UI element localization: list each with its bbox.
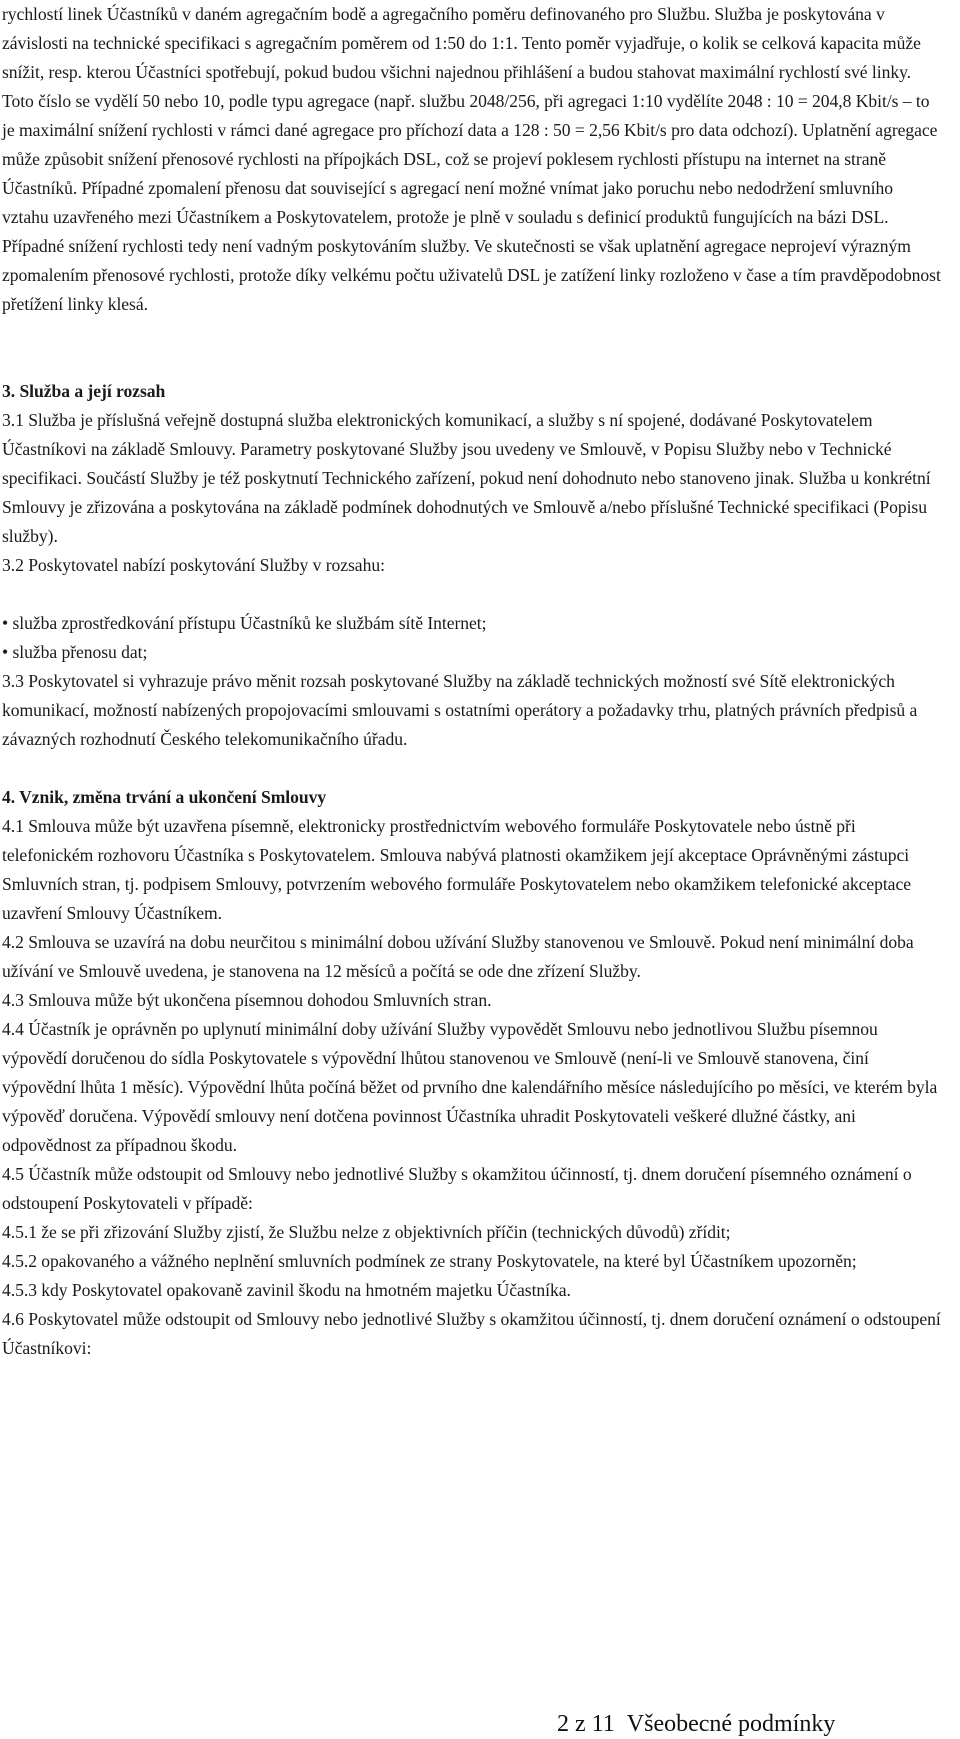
spacer [2,580,942,609]
document-body [2,0,942,1363]
section-4-5-1-paragraph: 4.5.1 že se při zřizování Služby zjistí, že Službu nelze z objektivních příčin (technických důvodů) zřídit; [2,1222,731,1242]
spacer [2,319,942,377]
document-title: Všeobecné podmínky [626,1711,836,1737]
bullet-item-data: • služba přenosu dat; [2,642,148,662]
section-3-heading: 3. Služba a její rozsah [2,381,166,401]
section-3-1-paragraph: 3.1 Služba je příslušná veřejně dostupná služba elektronických komunikací, a služby s ní spojené, dodávané Poskytovatelem Účastníkovi na základě Smlouvy. Parametry poskytované Služby jsou uvedeny ve Smlouvě, v Popisu Služby nebo v Technické specifikaci. Součástí Služby je též poskytnutí Technického zařízení, pokud není dohodnuto nebo stanoveno jinak. Služba u konkrétní Smlouvy je zřizována a poskytována na základě podmínek dohodnutých ve Smlouvě a/nebo příslušné Technické specifikaci (Popisu služby). [2,410,931,546]
section-3-3-paragraph: 3.3 Poskytovatel si vyhrazuje právo měnit rozsah poskytované Služby na základě technických možností své Sítě elektronických komunikací, možností nabízených propojovacími smlouvami s ostatními operátory a požadavky trhu, platných právních předpisů a závazných rozhodnutí Českého telekomunikačního úřadu. [2,671,918,749]
section-4-2-paragraph: 4.2 Smlouva se uzavírá na dobu neurčitou s minimální dobou užívání Služby stanovenou ve Smlouvě. Pokud není minimální doba užívání ve Smlouvě uvedena, je stanovena na 12 měsíců a počítá se ode dne zřízení Služby. [2,932,914,981]
page-footer [557,1709,835,1739]
section-4-5-2-paragraph: 4.5.2 opakovaného a vážného neplnění smluvních podmínek ze strany Poskytovatele, na které byl Účastníkem upozorněn; [2,1251,857,1271]
section-3-2-paragraph: 3.2 Poskytovatel nabízí poskytování Služby v rozsahu: [2,555,385,575]
section-4-4-paragraph: 4.4 Účastník je oprávněn po uplynutí minimální doby užívání Služby vypovědět Smlouvu nebo jednotlivou Službu písemnou výpovědí doručenou do sídla Poskytovatele s výpovědní lhůtou stanovenou ve Smlouvě (není-li ve Smlouvě stanovena, činí výpovědní lhůta 1 měsíc). Výpovědní lhůta počíná běžet od prvního dne kalendářního měsíce následujícího po měsíci, ve kterém byla výpověď doručena. Výpovědí smlouvy není dotčena povinnost Účastníka uhradit Poskytovateli veškeré dlužné částky, ani odpovědnost za případnou škodu. [2,1019,938,1155]
section-4-6-paragraph: 4.6 Poskytovatel může odstoupit od Smlouvy nebo jednotlivé Služby s okamžitou účinností, tj. dnem doručení oznámení o odstoupení Účastníkovi: [2,1309,941,1358]
section-4-5-3-paragraph: 4.5.3 kdy Poskytovatel opakovaně zavinil škodu na hmotném majetku Účastníka. [2,1280,571,1300]
section-4-heading: 4. Vznik, změna trvání a ukončení Smlouvy [2,787,327,807]
bullet-item-internet: • služba zprostředkování přístupu Účastníků ke službám sítě Internet; [2,613,487,633]
spacer [2,754,942,783]
section-4-1-paragraph: 4.1 Smlouva může být uzavřena písemně, elektronicky prostřednictvím webového formuláře Poskytovatele nebo ústně při telefonickém rozhovoru Účastníka s Poskytovatelem. Smlouva nabývá platnosti okamžikem její akceptace Oprávněnými zástupci Smluvních stran, tj. podpisem Smlouvy, potvrzením webového formuláře Poskytovatelem nebo okamžikem telefonické akceptace uzavření Smlouvy Účastníkem. [2,816,911,923]
intro-paragraph: rychlostí linek Účastníků v daném agregačním bodě a agregačního poměru definovaného pro Službu. Služba je poskytována v závislosti na technické specifikaci s agregačním poměrem od 1:50 do 1:1. Tento poměr vyjadřuje, o kolik se celková kapacita může snížit, resp. kterou Účastníci spotřebují, pokud budou všichni najednou přihlášení a budou stahovat maximální rychlostí své linky. Toto číslo se vydělí 50 nebo 10, podle typu agregace (např. službu 2048/256, při agregaci 1:10 vydělíte 2048 : 10 = 204,8 Kbit/s – to je maximální snížení rychlosti v rámci dané agregace pro příchozí data a 128 : 50 = 2,56 Kbit/s pro data odchozí). Uplatnění agregace může způsobit snížení přenosové rychlosti na přípojkách DSL, což se projeví poklesem rychlosti přístupu na internet na straně Účastníků. Případné zpomalení přenosu dat související s agregací není možné vnímat jako poruchu nebo nedodržení smluvního vztahu uzavřeného mezi Účastníkem a Poskytovatelem, protože je plně v souladu s definicí produktů fungujících na bázi DSL. Případné snížení rychlosti tedy není vadným poskytováním služby. Ve skutečnosti se však uplatnění agregace neprojeví výrazným zpomalením přenosové rychlosti, protože díky velkému počtu uživatelů DSL je zatížení linky rozloženo v čase a tím pravděpodobnost přetížení linky klesá. [2,4,941,314]
page-number: 2 z 11 [557,1711,615,1737]
section-4-5-paragraph: 4.5 Účastník může odstoupit od Smlouvy nebo jednotlivé Služby s okamžitou účinností, tj. dnem doručení písemného oznámení o odstoupení Poskytovateli v případě: [2,1164,912,1213]
section-4-3-paragraph: 4.3 Smlouva může být ukončena písemnou dohodou Smluvních stran. [2,990,492,1010]
